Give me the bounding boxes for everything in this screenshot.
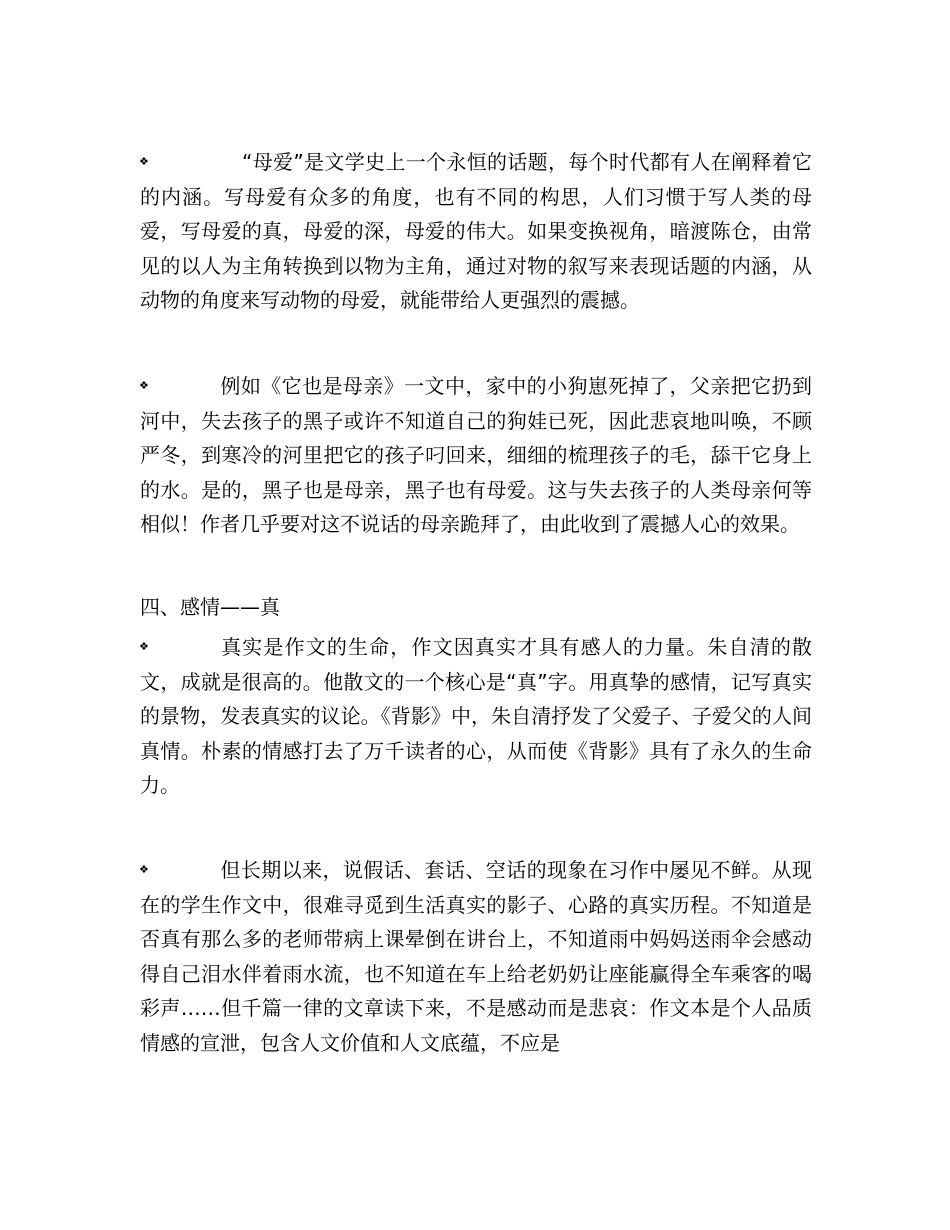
paragraph-maternal-love	[140, 145, 812, 318]
diamond-bullet-icon	[139, 863, 153, 877]
diamond-bullet-icon	[139, 379, 153, 393]
diamond-bullet-icon	[139, 155, 153, 169]
paragraph-text: 例如《它也是母亲》一文中，家中的小狗崽死掉了，父亲把它扔到河中，失去孩子的黑子或许不知道自己的狗娃已死，因此悲哀地叫唤，不顾严冬，到寒冷的河里把它的孩子叼回来，细细的梳理孩子的毛，舔干它身上的水。是的，黑子也是母亲，黑子也有母爱。这与失去孩子的人类母亲何等相似！作者几乎要对这不说话的母亲跪拜了，由此收到了震撼人心的效果。	[140, 374, 812, 537]
paragraph-false-talk	[140, 853, 812, 1061]
paragraph-text: 但长期以来，说假话、套话、空话的现象在习作中屡见不鲜。从现在的学生作文中，很难寻觅到生活真实的影子、心路的真实历程。不知道是否真有那么多的老师带病上课晕倒在讲台上，不知道雨中妈妈送雨伞会感动得自己泪水伴着雨水流，也不知道在车上给老奶奶让座能赢得全车乘客的喝彩声……但千篇一律的文章读下来，不是感动而是悲哀：作文本是个人品质情感的宣泄，包含人文价值和人文底蕴，不应是	[140, 858, 812, 1055]
paragraph-example-dog	[140, 369, 812, 542]
section-heading: 四、感情——真	[140, 595, 280, 619]
paragraph-truth	[140, 630, 812, 803]
diamond-bullet-icon	[139, 640, 153, 654]
paragraph-text: “母爱”是文学史上一个永恒的话题，每个时代都有人在阐释着它的内涵。写母爱有众多的角度，也有不同的构思，人们习惯于写人类的母爱，写母爱的真，母爱的深，母爱的伟大。如果变换视角，暗渡陈仓，由常见的以人为主角转换到以物为主角，通过对物的叙写来表现话题的内涵，从动物的角度来写动物的母爱，就能带给人更强烈的震撼。	[140, 150, 812, 313]
paragraph-text: 真实是作文的生命，作文因真实才具有感人的力量。朱自清的散文，成就是很高的。他散文的一个核心是“真”字。用真挚的感情，记写真实的景物，发表真实的议论。《背影》中，朱自清抒发了父爱子、子爱父的人间真情。朴素的情感打去了万千读者的心，从而使《背影》具有了永久的生命力。	[140, 635, 812, 798]
